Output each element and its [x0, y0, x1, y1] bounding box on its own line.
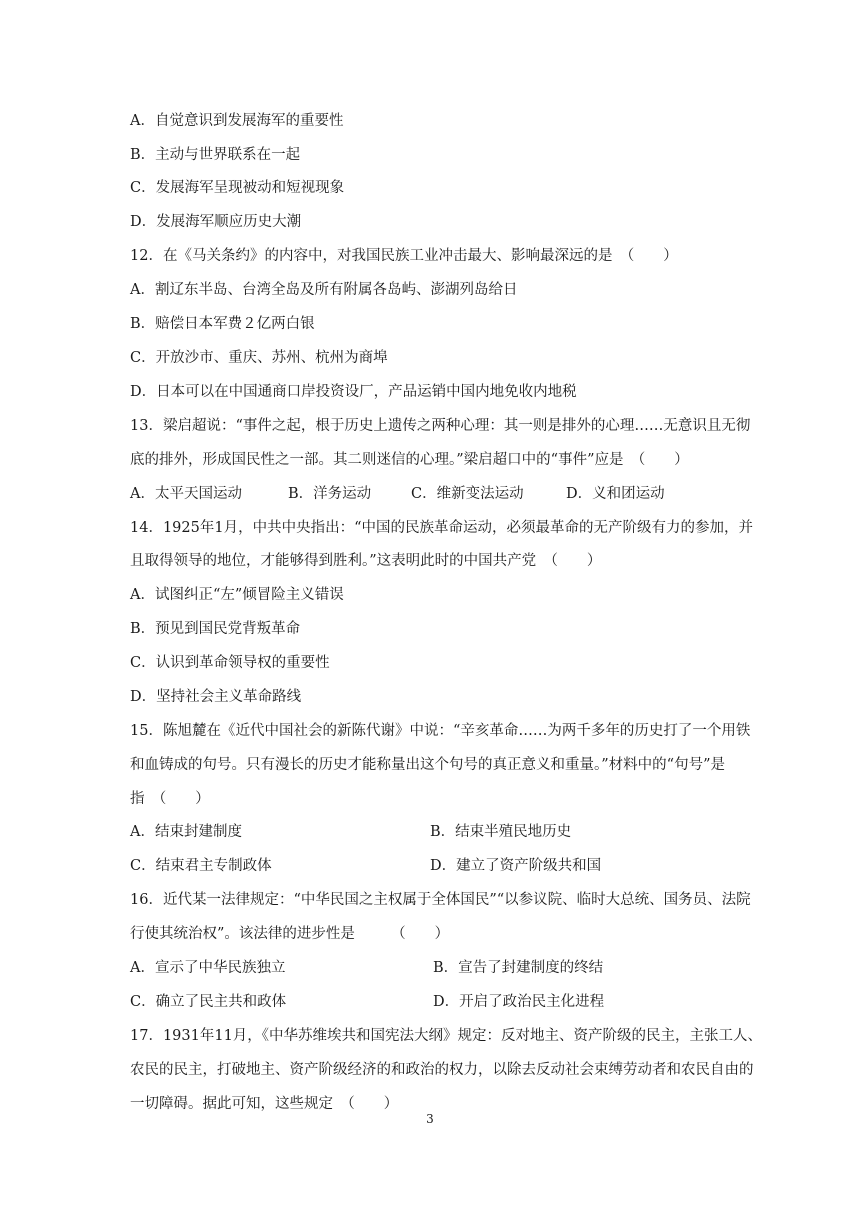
q12-option-a: A．割辽东半岛、台湾全岛及所有附属各岛屿、澎湖列岛给日 — [130, 282, 518, 298]
q14-option-a: A．试图纠正“左”倾冒险主义错误 — [130, 587, 344, 603]
q11-option-d: D．发展海军顺应历史大潮 — [130, 214, 302, 230]
page-number: 3 — [426, 1112, 434, 1126]
q13-stem-line-2: 底的排外，形成国民性之一部。其二则迷信的心理。”梁启超口中的“事件”应是 （ ） — [130, 452, 689, 468]
q13-option-c: C．维新变法运动 — [411, 486, 524, 502]
q15-option-c: C．结束君主专制政体 — [130, 858, 272, 874]
q15-stem-line-3: 指 （ ） — [130, 791, 210, 807]
q15-option-d: D．建立了资产阶级共和国 — [430, 858, 602, 874]
q17-stem-line-3: 一切障碍。据此可知，这些规定 （ ） — [130, 1096, 399, 1112]
q15-option-b: B．结束半殖民地历史 — [430, 824, 572, 840]
q17-stem-line-2: 农民的民主，打破地主、资产阶级经济的和政治的权力，以除去反动社会束缚劳动者和农民自由的 — [130, 1062, 754, 1078]
q13-option-d: D．义和团运动 — [566, 486, 665, 502]
q14-stem-line-2: 且取得领导的地位，才能够得到胜利。”这表明此时的中国共产党 （ ） — [130, 553, 602, 569]
q14-option-c: C．认识到革命领导权的重要性 — [130, 655, 330, 671]
q13-option-a: A．太平天国运动 — [130, 486, 242, 502]
q16-stem-line-2: 行使其统治权”。该法律的进步性是 （ ） — [130, 926, 450, 942]
q15-option-a: A．结束封建制度 — [130, 824, 242, 840]
q13-stem-line-1: 13．梁启超说：“事件之起，根于历史上遗传之两种心理：其一则是排外的心理……无意识且无彻 — [130, 418, 751, 434]
q16-option-d: D．开启了政治民主化进程 — [433, 994, 605, 1010]
q11-option-a: A．自觉意识到发展海军的重要性 — [130, 113, 344, 129]
q16-option-a: A．宣示了中华民族独立 — [130, 960, 286, 976]
q13-option-b: B．洋务运动 — [288, 486, 372, 502]
q17-stem-line-1: 17．1931年11月，《中华苏维埃共和国宪法大纲》规定：反对地主、资产阶级的民主，主张工人、 — [130, 1028, 763, 1044]
q16-option-b: B．宣告了封建制度的终结 — [433, 960, 604, 976]
q14-option-d: D．坚持社会主义革命路线 — [130, 689, 302, 705]
q14-option-b: B．预见到国民党背叛革命 — [130, 621, 301, 637]
q12-stem: 12．在《马关条约》的内容中，对我国民族工业冲击最大、影响最深远的是 （ ） — [130, 248, 678, 264]
q12-option-b: B．赔偿日本军费２亿两白银 — [130, 316, 315, 332]
q15-stem-line-1: 15．陈旭麓在《近代中国社会的新陈代谢》中说：“辛亥革命……为两千多年的历史打了一个用铁 — [130, 723, 751, 739]
q11-option-c: C．发展海军呈现被动和短视现象 — [130, 180, 345, 196]
q16-option-c: C．确立了民主共和政体 — [130, 994, 287, 1010]
q11-option-b: B．主动与世界联系在一起 — [130, 147, 301, 163]
q12-option-c: C．开放沙市、重庆、苏州、杭州为商埠 — [130, 350, 388, 366]
q15-stem-line-2: 和血铸成的句号。只有漫长的历史才能称量出这个句号的真正意义和重量。”材料中的“句号”是 — [130, 757, 725, 773]
q12-option-d: D．日本可以在中国通商口岸投资设厂，产品运销中国内地免收内地税 — [130, 384, 577, 400]
q16-stem-line-1: 16．近代某一法律规定：“中华民国之主权属于全体国民”“以参议院、临时大总统、国务员、法院 — [130, 892, 751, 908]
q14-stem-line-1: 14．1925年1月，中共中央指出：“中国的民族革命运动，必须最革命的无产阶级有力的参加，并 — [130, 520, 753, 536]
